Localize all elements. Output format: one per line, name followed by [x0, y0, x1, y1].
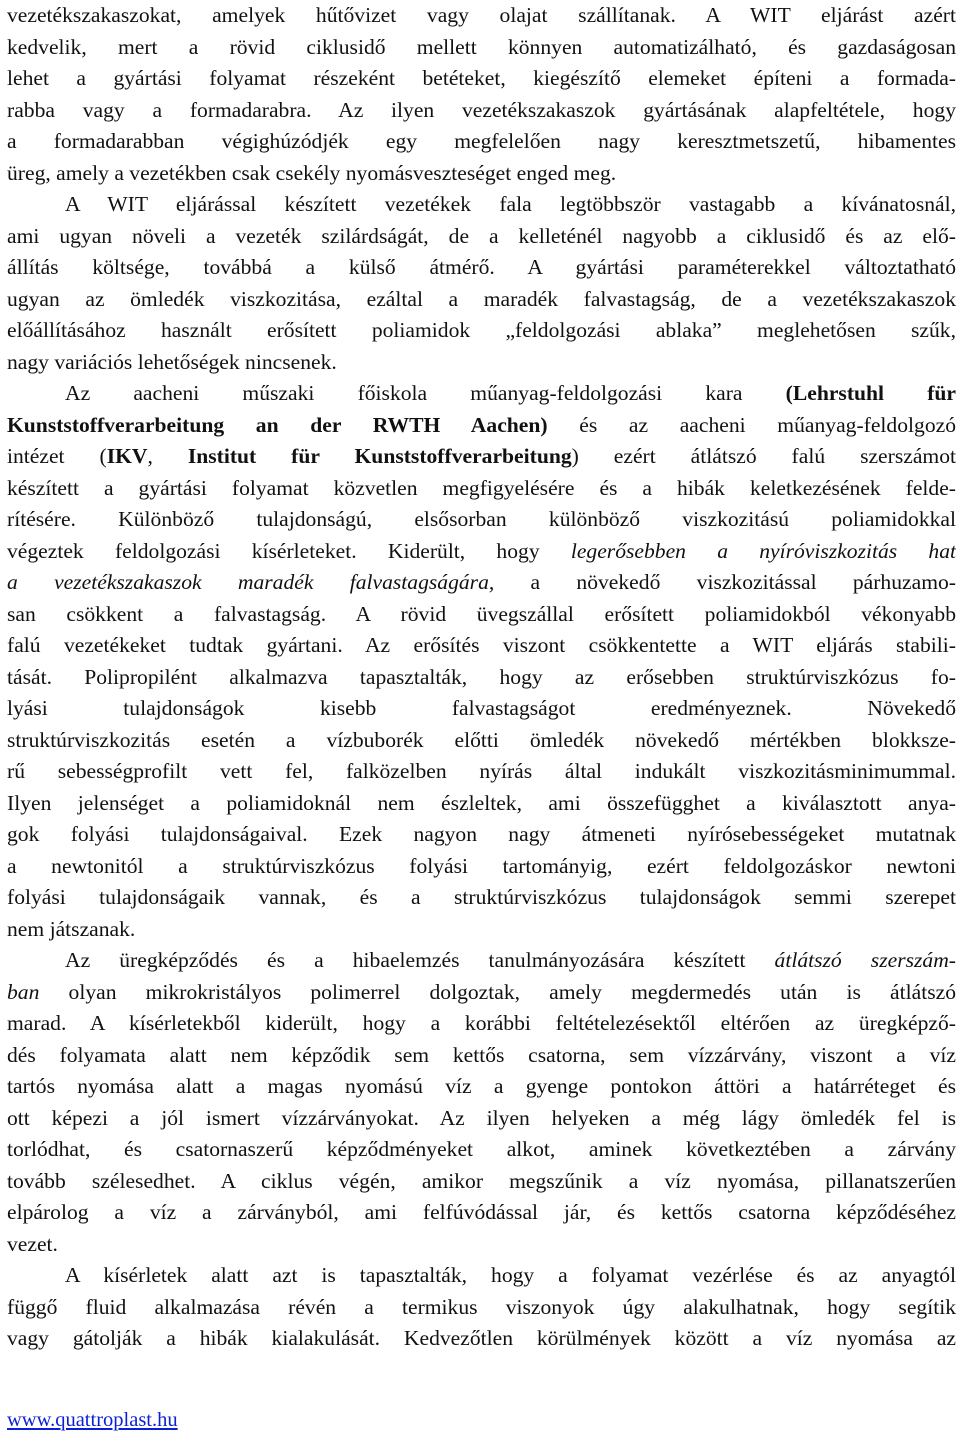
- italic-text: átlátszó szerszám-: [774, 948, 956, 972]
- text-line: [7, 473, 956, 505]
- body-text: ) ezért átlátszó falú szerszámot: [571, 444, 956, 468]
- body-text: A kísérletek alatt azt is tapasztalták, hogy a folyamat vezérlése és az anyagtól: [65, 1263, 956, 1287]
- text-line: [7, 914, 956, 946]
- text-line: [7, 788, 956, 820]
- text-line: [7, 63, 956, 95]
- text-line: [7, 221, 956, 253]
- body-text: ott képezi a jól ismert vízzárványokat. Az ilyen helyeken a még lágy ömledék fel is: [7, 1105, 956, 1130]
- body-text: A WIT eljárással készített vezetékek fala legtöbbször vastagabb a kívánatosnál,: [65, 192, 956, 216]
- body-text: torlódhat, és csatornaszerű képződményeket alkot, aminek következtében a zárvány: [7, 1137, 956, 1161]
- text-line: [7, 945, 956, 977]
- text-line: [7, 1040, 956, 1072]
- text-line: [7, 189, 956, 221]
- body-text: intézet (: [7, 444, 107, 468]
- body-text: a növekedő viszkozitással párhuzamo-: [494, 570, 956, 594]
- body-text: ami ugyan növeli a vezeték szilárdságát, de a kelleténél nagyobb a ciklusidő és az elő-: [7, 223, 956, 248]
- body-text: lyási tulajdonságok kisebb falvastagságot eredményeznek. Növekedő: [7, 696, 956, 720]
- body-text: nem játszanak.: [7, 916, 136, 941]
- text-line: [7, 1008, 956, 1040]
- text-line: [7, 882, 956, 914]
- body-text: Az üregképződés és a hibaelemzés tanulmányozására készített: [65, 948, 775, 972]
- body-text: Ilyen jelenséget a poliamidoknál nem észleltek, ami összefügghet a kiválasztott anya-: [7, 790, 956, 815]
- body-text: marad. A kísérletekből kiderült, hogy a korábbi feltételezésektől eltérően az üregképző-: [7, 1011, 956, 1035]
- body-text: olyan mikrokristályos polimerrel dolgoztak, amely megdermedés után is átlátszó: [39, 979, 956, 1004]
- body-text: függő fluid alkalmazása révén a termikus viszonyok úgy alakulhatnak, hogy segítik: [7, 1294, 956, 1319]
- body-text: a newtonitól a struktúrviszkózus folyási tartományig, ezért feldolgozáskor newtoni: [7, 853, 956, 878]
- body-text: készített a gyártási folyamat közvetlen megfigyelésére és a hibák keletkezésének felde-: [7, 475, 956, 500]
- body-text: elpárolog a víz a zárványból, ami felfúvódással jár, és kettős csatorna képződéséhez: [7, 1200, 956, 1224]
- text-line: [7, 315, 956, 347]
- italic-text: ban: [7, 979, 40, 1004]
- text-line: [7, 693, 956, 725]
- body-text: struktúrviszkozitás esetén a vízbuborék előtti ömledék növekedő mértékben blokksze-: [7, 727, 956, 752]
- text-line: [7, 32, 956, 64]
- body-text: üreg, amely a vezetékben csak csekély nyomásveszteséget enged meg.: [7, 160, 617, 185]
- bold-text: Kunststoffverarbeitung an der RWTH Aachen): [7, 412, 548, 437]
- body-text: nagy variációs lehetőségek nincsenek.: [7, 349, 337, 374]
- document-body: [7, 0, 956, 1355]
- body-text: dés folyamata alatt nem képződik sem kettős csatorna, sem vízzárvány, viszont a víz: [7, 1042, 956, 1067]
- text-line: [7, 567, 956, 599]
- text-line: [7, 0, 956, 32]
- text-line: [7, 347, 956, 379]
- text-line: [7, 441, 956, 473]
- body-text: és az aacheni műanyag-feldolgozó: [547, 412, 956, 437]
- text-line: [7, 1229, 956, 1261]
- body-text: előállításához használt erősített poliamidok „feldolgozási ablaka” meglehetősen szűk,: [7, 318, 956, 342]
- body-text: vagy gátolják a hibák kialakulását. Kedvezőtlen körülmények között a víz nyomása az: [7, 1326, 956, 1350]
- text-line: [7, 851, 956, 883]
- body-text: gok folyási tulajdonságaival. Ezek nagyon nagy átmeneti nyírósebességeket mutatnak: [7, 822, 956, 846]
- body-text: Az aacheni műszaki főiskola műanyag-feldolgozási kara: [65, 381, 786, 405]
- text-line: [7, 504, 956, 536]
- body-text: kedvelik, mert a rövid ciklusidő mellett könnyen automatizálható, és gazdaságosan: [7, 34, 956, 59]
- body-text: lehet a gyártási folyamat részeként betéteket, kiegészítő elemeket építeni a formada-: [7, 66, 956, 90]
- italic-text: a vezetékszakaszok maradék falvastagságára,: [7, 570, 495, 594]
- text-line: [7, 662, 956, 694]
- text-line: [7, 1166, 956, 1198]
- body-text: vezet.: [7, 1231, 58, 1256]
- bold-text: Institut für Kunststoffverarbeitung: [187, 444, 572, 468]
- text-line: [7, 158, 956, 190]
- text-line: [7, 1071, 956, 1103]
- body-text: falú vezetékeket tudtak gyártani. Az erősítés viszont csökkentette a WIT eljárás stabili-: [7, 633, 956, 657]
- page-footer: [7, 1407, 178, 1433]
- bold-text: IKV: [106, 444, 148, 468]
- text-line: [7, 819, 956, 851]
- website-link[interactable]: www.quattroplast.hu: [7, 1409, 178, 1431]
- text-line: [7, 1103, 956, 1135]
- text-line: [7, 1260, 956, 1292]
- text-line: [7, 599, 956, 631]
- text-line: [7, 378, 956, 410]
- body-text: állítás költsége, továbbá a külső átmérő. A gyártási paraméterekkel változtatható: [7, 255, 956, 279]
- body-text: tását. Polipropilént alkalmazva tapasztalták, hogy az erősebben struktúrviszkózus fo-: [7, 664, 956, 689]
- text-line: [7, 1197, 956, 1229]
- body-text: vezetékszakaszokat, amelyek hűtővizet vagy olajat szállítanak. A WIT eljárást azért: [7, 3, 956, 27]
- text-line: [7, 126, 956, 158]
- body-text: rítésére. Különböző tulajdonságú, elsősorban különböző viszkozitású poliamidokkal: [7, 507, 956, 531]
- text-line: [7, 536, 956, 568]
- body-text: végeztek feldolgozási kísérleteket. Kiderült, hogy: [7, 538, 571, 563]
- body-text: tovább szélesedhet. A ciklus végén, amikor megszűnik a víz nyomása, pillanatszerűen: [7, 1168, 956, 1193]
- text-line: [7, 756, 956, 788]
- text-line: [7, 1323, 956, 1355]
- text-line: [7, 284, 956, 316]
- bold-text: (Lehrstuhl für: [785, 381, 956, 405]
- text-line: [7, 977, 956, 1009]
- body-text: a formadarabban végighúzódjék egy megfelelően nagy keresztmetszetű, hibamentes: [7, 129, 956, 153]
- text-line: [7, 252, 956, 284]
- text-line: [7, 630, 956, 662]
- text-line: [7, 1292, 956, 1324]
- text-line: [7, 1134, 956, 1166]
- body-text: rabba vagy a formadarabra. Az ilyen vezetékszakaszok gyártásának alapfeltétele, hogy: [7, 97, 956, 122]
- body-text: rű sebességprofilt vett fel, falközelben nyírás által indukált viszkozitásminimummal.: [7, 759, 956, 783]
- body-text: tartós nyomása alatt a magas nyomású víz a gyenge pontokon áttöri a határréteget és: [7, 1074, 956, 1098]
- text-line: [7, 95, 956, 127]
- text-line: [7, 725, 956, 757]
- body-text: folyási tulajdonságaik vannak, és a struktúrviszkózus tulajdonságok semmi szerepet: [7, 885, 956, 909]
- body-text: ,: [147, 444, 188, 468]
- body-text: san csökkent a falvastagság. A rövid üvegszállal erősített poliamidokból vékonyabb: [7, 601, 956, 626]
- italic-text: legerősebben a nyíróviszkozitás hat: [570, 538, 956, 563]
- body-text: ugyan az ömledék viszkozitása, ezáltal a maradék falvastagság, de a vezetékszakaszok: [7, 286, 956, 311]
- text-line: [7, 410, 956, 442]
